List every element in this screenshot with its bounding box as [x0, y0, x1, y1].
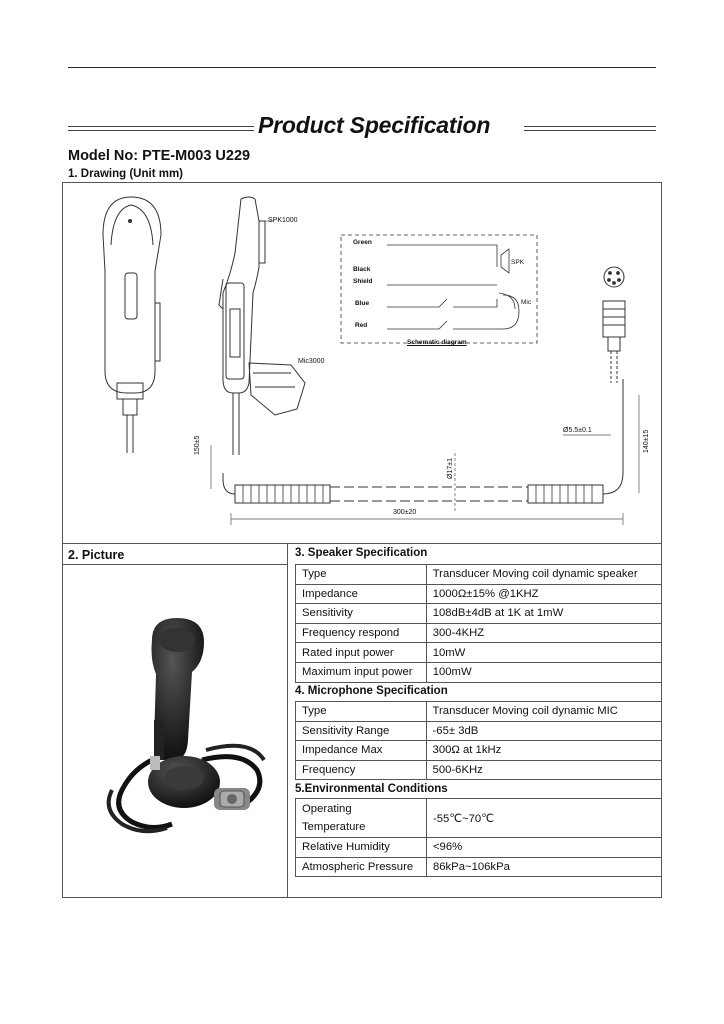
handset-photo	[92, 610, 272, 840]
model-number: Model No: PTE-M003 U229	[68, 148, 251, 164]
table-row	[296, 662, 662, 682]
connector	[603, 267, 625, 383]
spec-label: Impedance	[296, 584, 427, 604]
table-row	[296, 565, 662, 585]
spec-label: Rated input power	[296, 643, 427, 663]
schematic-shield: Shield	[353, 278, 373, 285]
mic-cable-label: Mic3000	[298, 358, 325, 365]
spec-value: 86kPa~106kPa	[426, 857, 661, 877]
table-row	[296, 604, 662, 624]
spec-label: Type	[296, 565, 427, 585]
schematic-blue: Blue	[355, 300, 370, 307]
page-title: Product Specification	[258, 112, 491, 138]
operating-temp-value: -55℃~70℃	[426, 799, 661, 838]
schematic-green: Green	[353, 239, 372, 246]
front-view	[103, 197, 161, 453]
right-vertical-dim: 140±15	[643, 429, 650, 453]
spec-label: Relative Humidity	[296, 838, 427, 858]
spec-label: Frequency	[296, 760, 427, 780]
picture-heading-rule	[62, 564, 288, 565]
coil-cable	[223, 379, 623, 503]
operating-line1: Operating	[302, 803, 352, 815]
left-vertical-dim: 150±5	[194, 435, 201, 455]
table-row	[296, 760, 662, 780]
microphone-heading: 4. Microphone Specification	[295, 685, 448, 697]
spec-label: Frequency respond	[296, 623, 427, 643]
title-bar	[68, 112, 656, 142]
schematic-black: Black	[353, 266, 371, 273]
spec-value: 300-4KHZ	[426, 623, 661, 643]
side-view	[219, 197, 305, 455]
spec-value: -65± 3dB	[426, 721, 661, 741]
spec-label: Atmospheric Pressure	[296, 857, 427, 877]
drawing-box	[62, 182, 662, 544]
spec-label: Sensitivity Range	[296, 721, 427, 741]
cable-diameter-dim: Ø5.5±0.1	[563, 427, 592, 434]
table-row	[296, 838, 662, 858]
table-row	[296, 702, 662, 722]
technical-drawing	[63, 183, 663, 545]
schematic-mic: Mic	[521, 299, 532, 306]
speaker-heading: 3. Speaker Specification	[295, 547, 428, 559]
spec-label: Sensitivity	[296, 604, 427, 624]
table-row	[296, 643, 662, 663]
spec-label: Type	[296, 702, 427, 722]
schematic-caption: Schematic diagram	[407, 339, 467, 346]
title-right-rule	[524, 126, 656, 131]
microphone-table	[295, 701, 662, 780]
spec-label: Impedance Max	[296, 741, 427, 761]
table-row	[296, 799, 662, 838]
schematic-red: Red	[355, 322, 368, 329]
picture-heading: 2. Picture	[68, 548, 125, 562]
coil-diameter-dim: Ø17±1	[447, 458, 454, 479]
table-row	[296, 741, 662, 761]
spec-label: Maximum input power	[296, 662, 427, 682]
title-left-rule	[68, 126, 254, 131]
operating-line2: Temperature	[302, 821, 366, 833]
spk-cable-label: SPK1000	[268, 217, 298, 224]
schematic-spk: SPK	[511, 259, 525, 266]
top-rule	[68, 67, 656, 68]
environment-heading: 5.Environmental Conditions	[295, 783, 448, 795]
table-row	[296, 857, 662, 877]
spec-value: 300Ω at 1kHz	[426, 741, 661, 761]
speaker-table	[295, 564, 662, 683]
spec-value: Transducer Moving coil dynamic speaker	[426, 565, 661, 585]
table-row	[296, 623, 662, 643]
spec-value: <96%	[426, 838, 661, 858]
spec-value: 500-6KHz	[426, 760, 661, 780]
spec-value: 108dB±4dB at 1K at 1mW	[426, 604, 661, 624]
operating-temp-label	[296, 799, 427, 838]
spec-value: Transducer Moving coil dynamic MIC	[426, 702, 661, 722]
spec-value: 100mW	[426, 662, 661, 682]
length-dim: 300±20	[393, 509, 417, 516]
drawing-heading: 1. Drawing (Unit mm)	[68, 168, 184, 180]
coil-stripes	[243, 485, 592, 503]
schematic-diagram	[341, 235, 537, 343]
environment-table	[295, 798, 662, 877]
spec-value: 1000Ω±15% @1KHZ	[426, 584, 661, 604]
table-row	[296, 721, 662, 741]
table-row	[296, 584, 662, 604]
spec-value: 10mW	[426, 643, 661, 663]
